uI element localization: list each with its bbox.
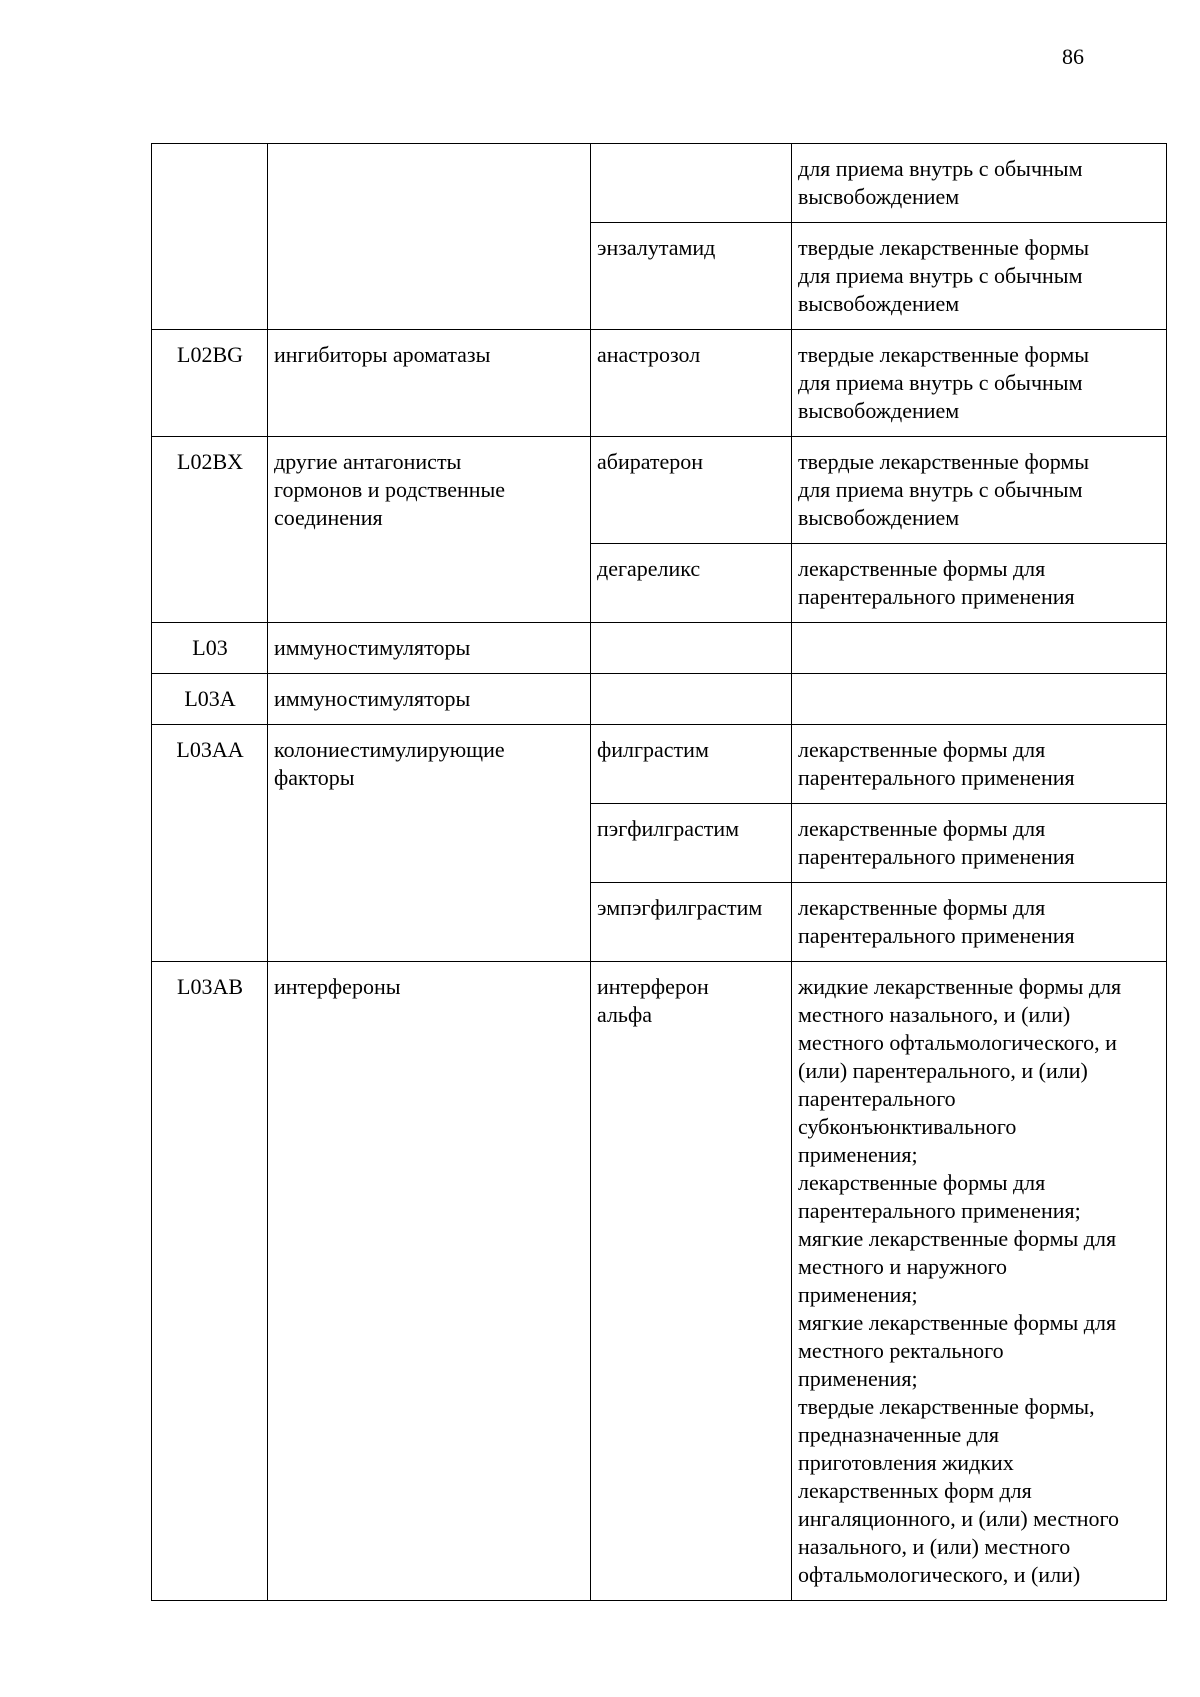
drug-cell: эмпэгфилграстим	[591, 883, 792, 962]
table-row	[152, 144, 1167, 223]
atc-code-cell	[152, 144, 268, 330]
group-cell: ингибиторы ароматазы	[268, 330, 591, 437]
atc-code-cell: L03AA	[152, 725, 268, 962]
form-cell: лекарственные формы для парентерального применения	[792, 725, 1167, 804]
atc-code-cell: L03	[152, 623, 268, 674]
form-cell: лекарственные формы для парентерального применения	[792, 544, 1167, 623]
drug-cell	[591, 144, 792, 223]
table-row	[152, 725, 1167, 804]
table-row	[152, 437, 1167, 544]
group-cell: интерфероны	[268, 962, 591, 1601]
page-number: 86	[1062, 44, 1084, 69]
form-cell	[792, 674, 1167, 725]
table-row	[152, 330, 1167, 437]
form-cell: для приема внутрь с обычным высвобождением	[792, 144, 1167, 223]
drug-cell: пэгфилграстим	[591, 804, 792, 883]
drug-cell	[591, 623, 792, 674]
atc-code-cell: L02BG	[152, 330, 268, 437]
drug-cell	[591, 674, 792, 725]
atc-code-cell: L03AB	[152, 962, 268, 1601]
drug-cell: интерферон альфа	[591, 962, 792, 1601]
group-cell	[268, 144, 591, 330]
drug-cell: абиратерон	[591, 437, 792, 544]
drug-cell: дегареликс	[591, 544, 792, 623]
form-cell: твердые лекарственные формы для приема внутрь с обычным высвобождением	[792, 330, 1167, 437]
form-cell	[792, 623, 1167, 674]
form-cell: лекарственные формы для парентерального применения	[792, 883, 1167, 962]
group-cell: другие антагонисты гормонов и родственные соединения	[268, 437, 591, 623]
drug-cell: анастрозол	[591, 330, 792, 437]
form-cell: твердые лекарственные формы для приема внутрь с обычным высвобождением	[792, 223, 1167, 330]
drug-cell: энзалутамид	[591, 223, 792, 330]
form-cell: лекарственные формы для парентерального применения	[792, 804, 1167, 883]
group-cell: колониестимулирующие факторы	[268, 725, 591, 962]
drug-table	[151, 143, 1167, 1601]
group-cell: иммуностимуляторы	[268, 623, 591, 674]
table-row	[152, 674, 1167, 725]
form-cell: твердые лекарственные формы для приема внутрь с обычным высвобождением	[792, 437, 1167, 544]
table-row	[152, 623, 1167, 674]
atc-code-cell: L02BX	[152, 437, 268, 623]
table-row	[152, 962, 1167, 1601]
drug-cell: филграстим	[591, 725, 792, 804]
group-cell: иммуностимуляторы	[268, 674, 591, 725]
form-cell: жидкие лекарственные формы для местного назального, и (или) местного офтальмологического, и (или) парентерального, и (или) парентерального субконъюнктивального применения; лекарственные формы для парентерального применения; мягкие лекарственные формы для местного и наружного применения; мягкие лекарственные формы для местного ректального применения; твердые лекарственные формы, предназначенные для приготовления жидких лекарственных форм для ингаляционного, и (или) местного назального, и (или) местного офтальмологического, и (или)	[792, 962, 1167, 1601]
atc-code-cell: L03A	[152, 674, 268, 725]
